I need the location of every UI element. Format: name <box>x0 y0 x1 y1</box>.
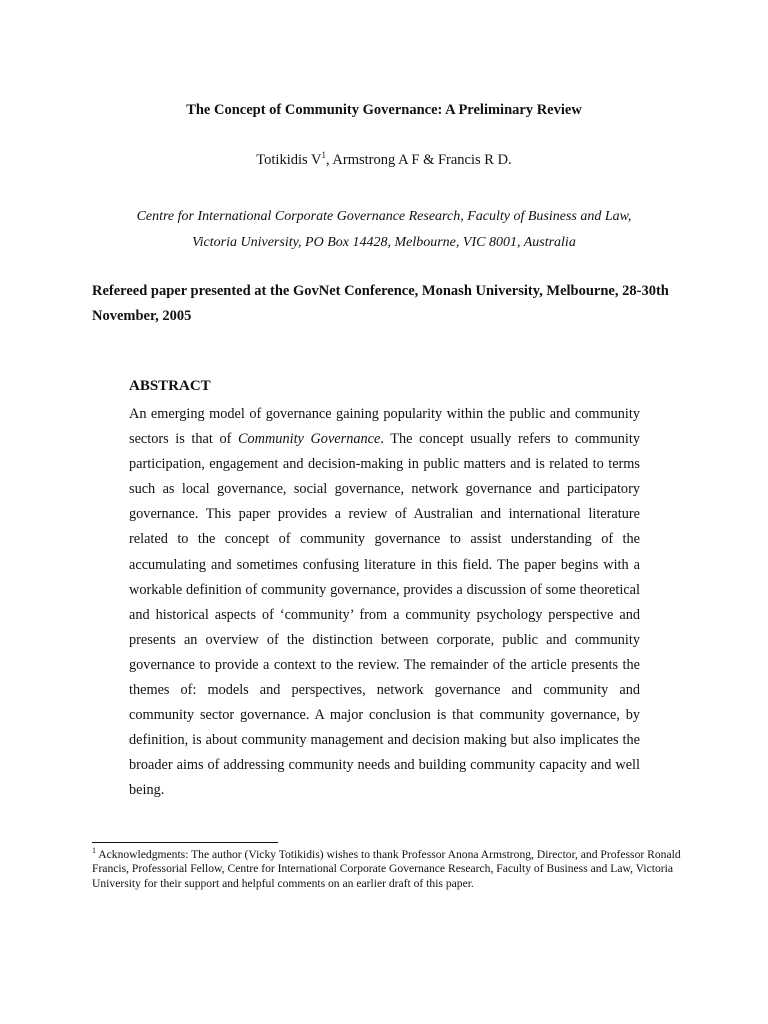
footnote-number: 1 <box>92 846 96 856</box>
affiliation-line-1: Centre for International Corporate Governance Research, Faculty of Business and Law, <box>136 209 632 224</box>
footnote-text: Acknowledgments: The author (Vicky Totikidis) wishes to thank Professor Anona Armstrong, Director, and Professor Ronald Francis, Professorial Fellow, Centre for International Corporate Governance Research, Faculty of Business and Law, Victoria University for their support and helpful comments on an earlier draft of this paper. <box>92 848 681 890</box>
author-list <box>0 152 768 169</box>
abstract-body <box>129 402 640 804</box>
first-author: Totikidis V <box>256 152 322 168</box>
refereed-note: Refereed paper presented at the GovNet Conference, Monash University, Melbourne, 28-30th November, 2005 <box>92 283 669 324</box>
footnote <box>92 848 692 891</box>
affiliation-line-2: Victoria University, PO Box 14428, Melbourne, VIC 8001, Australia <box>192 234 576 250</box>
abstract-text-rest: . The concept usually refers to community participation, engagement and decision-making in public matters and is related to terms such as local governance, social governance, network governance and participatory governance. This paper provides a review of Australian and international literature related to the concept of community governance to assist understanding of the accumulating and sometimes confusing literature in this field. The paper begins with a workable definition of community governance, provides a discussion of some theoretical and historical aspects of ‘community’ from a community psychology perspective and presents an overview of the distinction between corporate, public and community governance to provide a context to the review. The remainder of the article presents the themes of: models and perspectives, network governance and community and community sector governance. A major conclusion is that community governance, by definition, is about community management and decision making but also implicates the broader aims of addressing community needs and building community capacity and well being. <box>129 431 640 799</box>
other-authors: , Armstrong A F & Francis R D. <box>325 152 512 168</box>
footnote-marker[interactable]: 1 <box>321 150 326 161</box>
affiliation <box>60 204 708 255</box>
footnote-divider <box>92 842 278 843</box>
abstract-italic-term: Community Governance <box>237 431 381 448</box>
abstract-text-start: An emerging model of governance gaining popularity within the public and community sectors is that of <box>129 406 640 448</box>
paper-title: The Concept of Community Governance: A Preliminary Review <box>186 102 582 118</box>
abstract-heading: ABSTRACT <box>129 378 211 394</box>
